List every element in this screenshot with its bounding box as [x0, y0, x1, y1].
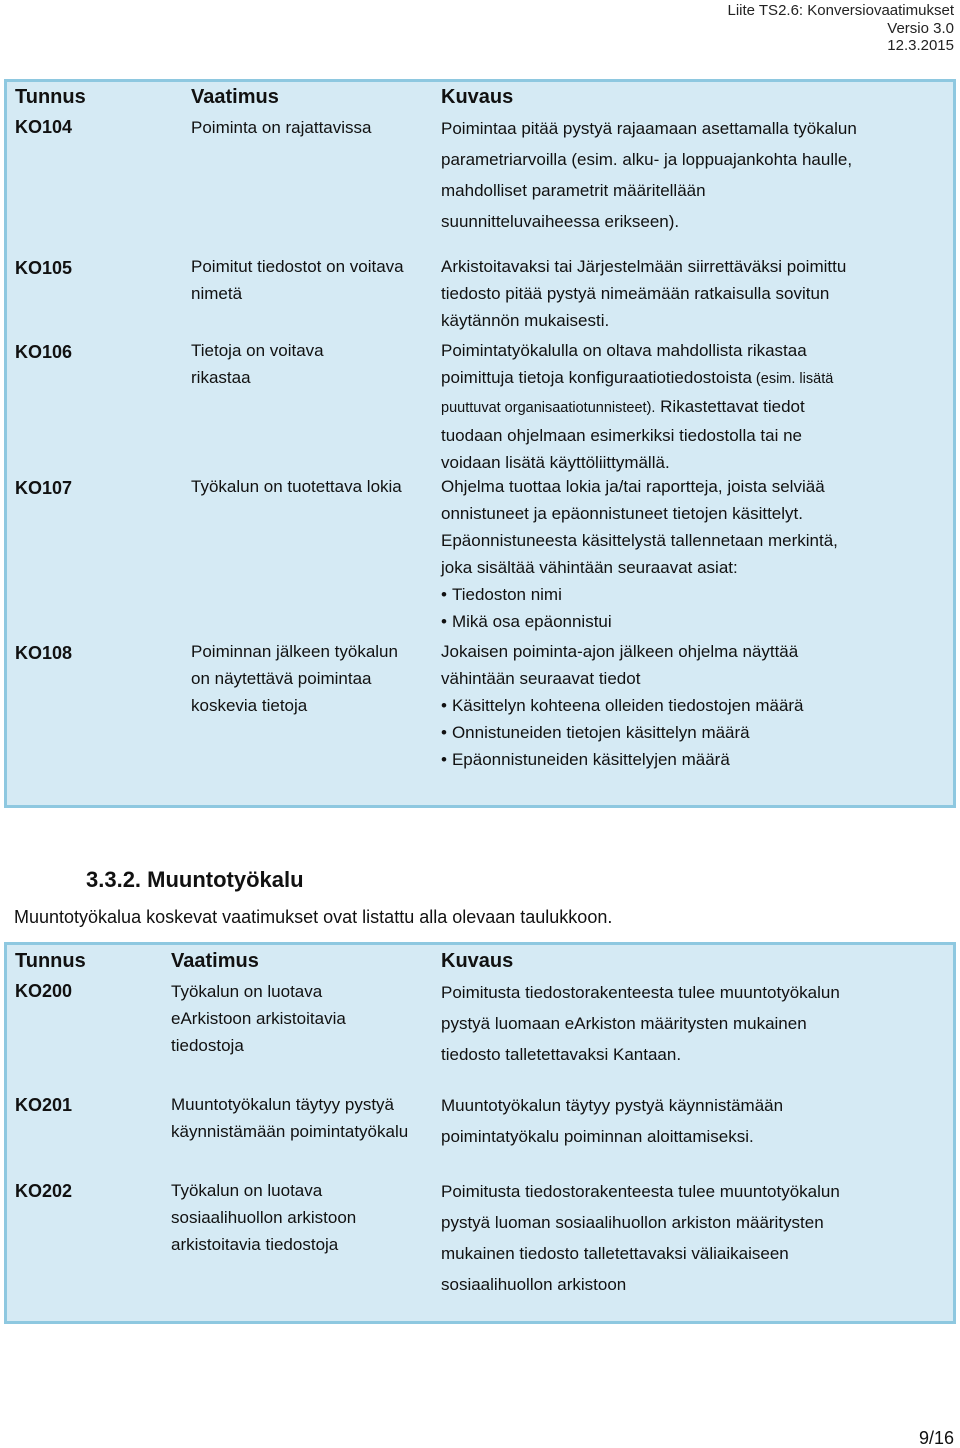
description-line: Poimitusta tiedostorakenteesta tulee muuntotyökalun: [441, 1182, 840, 1201]
bullet-item: • Käsittelyn kohteena olleiden tiedostojen määrä: [441, 692, 953, 719]
description-line: Jokaisen poiminta-ajon jälkeen ohjelma näyttää: [441, 642, 799, 661]
table-row: [7, 644, 953, 784]
description-line: voidaan lisätä käyttöliittymällä.: [441, 453, 670, 472]
description-line: joka sisältää vähintään seuraavat asiat:: [441, 558, 738, 577]
table-row: [7, 259, 953, 343]
description-line: pystyä luoman sosiaalihuollon arkiston määritysten: [441, 1213, 824, 1232]
description-line: käytännön mukaisesti.: [441, 311, 610, 330]
requirement-name: Poiminta on rajattavissa: [191, 118, 372, 137]
table-row: [7, 1179, 953, 1319]
document-title: Liite TS2.6: Konversiovaatimukset: [727, 2, 954, 19]
description-line: Arkistoitavaksi tai Järjestelmään siirrettäväksi poimittu: [441, 257, 847, 276]
table-row: [7, 479, 953, 644]
description-line: tiedosto talletettavaksi Kantaan.: [441, 1045, 682, 1064]
column-header-requirement: Vaatimus: [191, 86, 279, 108]
description-line: [441, 364, 953, 393]
requirements-table-1: [4, 79, 956, 808]
description-line: Muuntotyökalun täytyy pystyä käynnistämään: [441, 1096, 784, 1115]
description-line: sosiaalihuollon arkistoon: [441, 1275, 627, 1294]
column-header-id: Tunnus: [15, 950, 86, 972]
description-line: tuodaan ohjelmaan esimerkiksi tiedostolla tai ne: [441, 426, 802, 445]
requirements-table-2: [4, 942, 956, 1324]
section-heading: 3.3.2. Muuntotyökalu: [86, 867, 304, 892]
table-header: [7, 82, 953, 113]
page-number: 9/16: [918, 1428, 954, 1448]
requirement-id: KO108: [15, 643, 73, 663]
table-row: [7, 1093, 953, 1179]
description-line: onnistuneet ja epäonnistuneet tietojen käsittelyt.: [441, 504, 803, 523]
requirement-name: Tietoja on voitava rikastaa: [191, 341, 324, 387]
description-note: puuttuvat organisaatiotunnisteet).: [441, 400, 656, 416]
requirement-description: [441, 473, 953, 635]
description-line: Ohjelma tuottaa lokia ja/tai raportteja, joista selviää: [441, 477, 825, 496]
requirement-id: KO202: [15, 1181, 73, 1201]
description-line: mahdolliset parametrit määritellään: [441, 181, 706, 200]
requirement-id: KO106: [15, 342, 73, 362]
description-line: Poimitusta tiedostorakenteesta tulee muuntotyökalun: [441, 983, 840, 1002]
requirement-description: [441, 337, 953, 476]
requirement-name: Poiminnan jälkeen työkalun on näytettävä poimintaa koskevia tietoja: [191, 642, 398, 715]
column-header-id: Tunnus: [15, 86, 86, 108]
requirement-name: Työkalun on tuotettava lokia: [191, 477, 402, 496]
description-line: Poimintaa pitää pystyä rajaamaan asettamalla työkalun: [441, 119, 857, 138]
table-row: [7, 343, 953, 479]
bullet-item: • Epäonnistuneiden käsittelyjen määrä: [441, 746, 953, 773]
document-header: [727, 2, 954, 55]
bullet-item: • Mikä osa epäonnistui: [441, 608, 953, 635]
bullet-list: [441, 581, 953, 635]
requirement-description: [441, 977, 953, 1070]
requirement-description: [441, 113, 953, 237]
document-version: Versio 3.0: [887, 19, 954, 37]
bullet-item: • Onnistuneiden tietojen käsittelyn määrä: [441, 719, 953, 746]
description-line: pystyä luomaan eArkiston määritysten mukainen: [441, 1014, 807, 1033]
bullet-list: [441, 692, 953, 773]
requirement-name: Poimitut tiedostot on voitava nimetä: [191, 257, 404, 303]
requirement-name: Työkalun on luotava eArkistoon arkistoitavia tiedostoja: [171, 982, 346, 1055]
requirement-description: [441, 1176, 953, 1300]
description-line: tiedosto pitää pystyä nimeämään ratkaisulla sovitun: [441, 284, 830, 303]
requirement-name: Työkalun on luotava sosiaalihuollon arkistoon arkistoitavia tiedostoja: [171, 1181, 357, 1254]
description-text: Rikastettavat tiedot: [655, 397, 805, 416]
description-note: (esim. lisätä: [751, 371, 834, 387]
section-intro: Muuntotyökalua koskevat vaatimukset ovat listattu alla olevaan taulukkoon.: [14, 907, 613, 927]
column-header-requirement: Vaatimus: [171, 950, 259, 972]
table-row: [7, 977, 953, 1093]
requirement-description: [441, 638, 953, 773]
description-line: parametriarvoilla (esim. alku- ja loppuajankohta haulle,: [441, 150, 853, 169]
description-line: mukainen tiedosto talletettavaksi väliaikaiseen: [441, 1244, 789, 1263]
table-row: [7, 113, 953, 259]
requirement-description: [441, 1090, 953, 1152]
description-line: Epäonnistuneesta käsittelystä tallennetaan merkintä,: [441, 531, 838, 550]
requirement-id: KO104: [15, 117, 73, 137]
table-header: [7, 945, 953, 977]
requirement-id: KO107: [15, 478, 73, 498]
column-header-description: Kuvaus: [441, 950, 514, 972]
requirement-description: [441, 253, 953, 334]
description-line: vähintään seuraavat tiedot: [441, 669, 641, 688]
description-line: Poimintatyökalulla on oltava mahdollista rikastaa: [441, 341, 807, 360]
requirement-id: KO105: [15, 258, 73, 278]
description-text: poimittuja tietoja konfiguraatiotiedostoista: [441, 368, 752, 387]
document-date: 12.3.2015: [887, 37, 954, 54]
requirement-id: KO201: [15, 1095, 73, 1115]
requirement-id: KO200: [15, 981, 73, 1001]
column-header-description: Kuvaus: [441, 86, 514, 108]
description-line: [441, 393, 953, 422]
description-line: poimintatyökalu poiminnan aloittamiseksi.: [441, 1127, 754, 1146]
description-line: suunnitteluvaiheessa erikseen).: [441, 212, 680, 231]
requirement-name: Muuntotyökalun täytyy pystyä käynnistämään poimintatyökalu: [171, 1095, 409, 1141]
bullet-item: • Tiedoston nimi: [441, 581, 953, 608]
